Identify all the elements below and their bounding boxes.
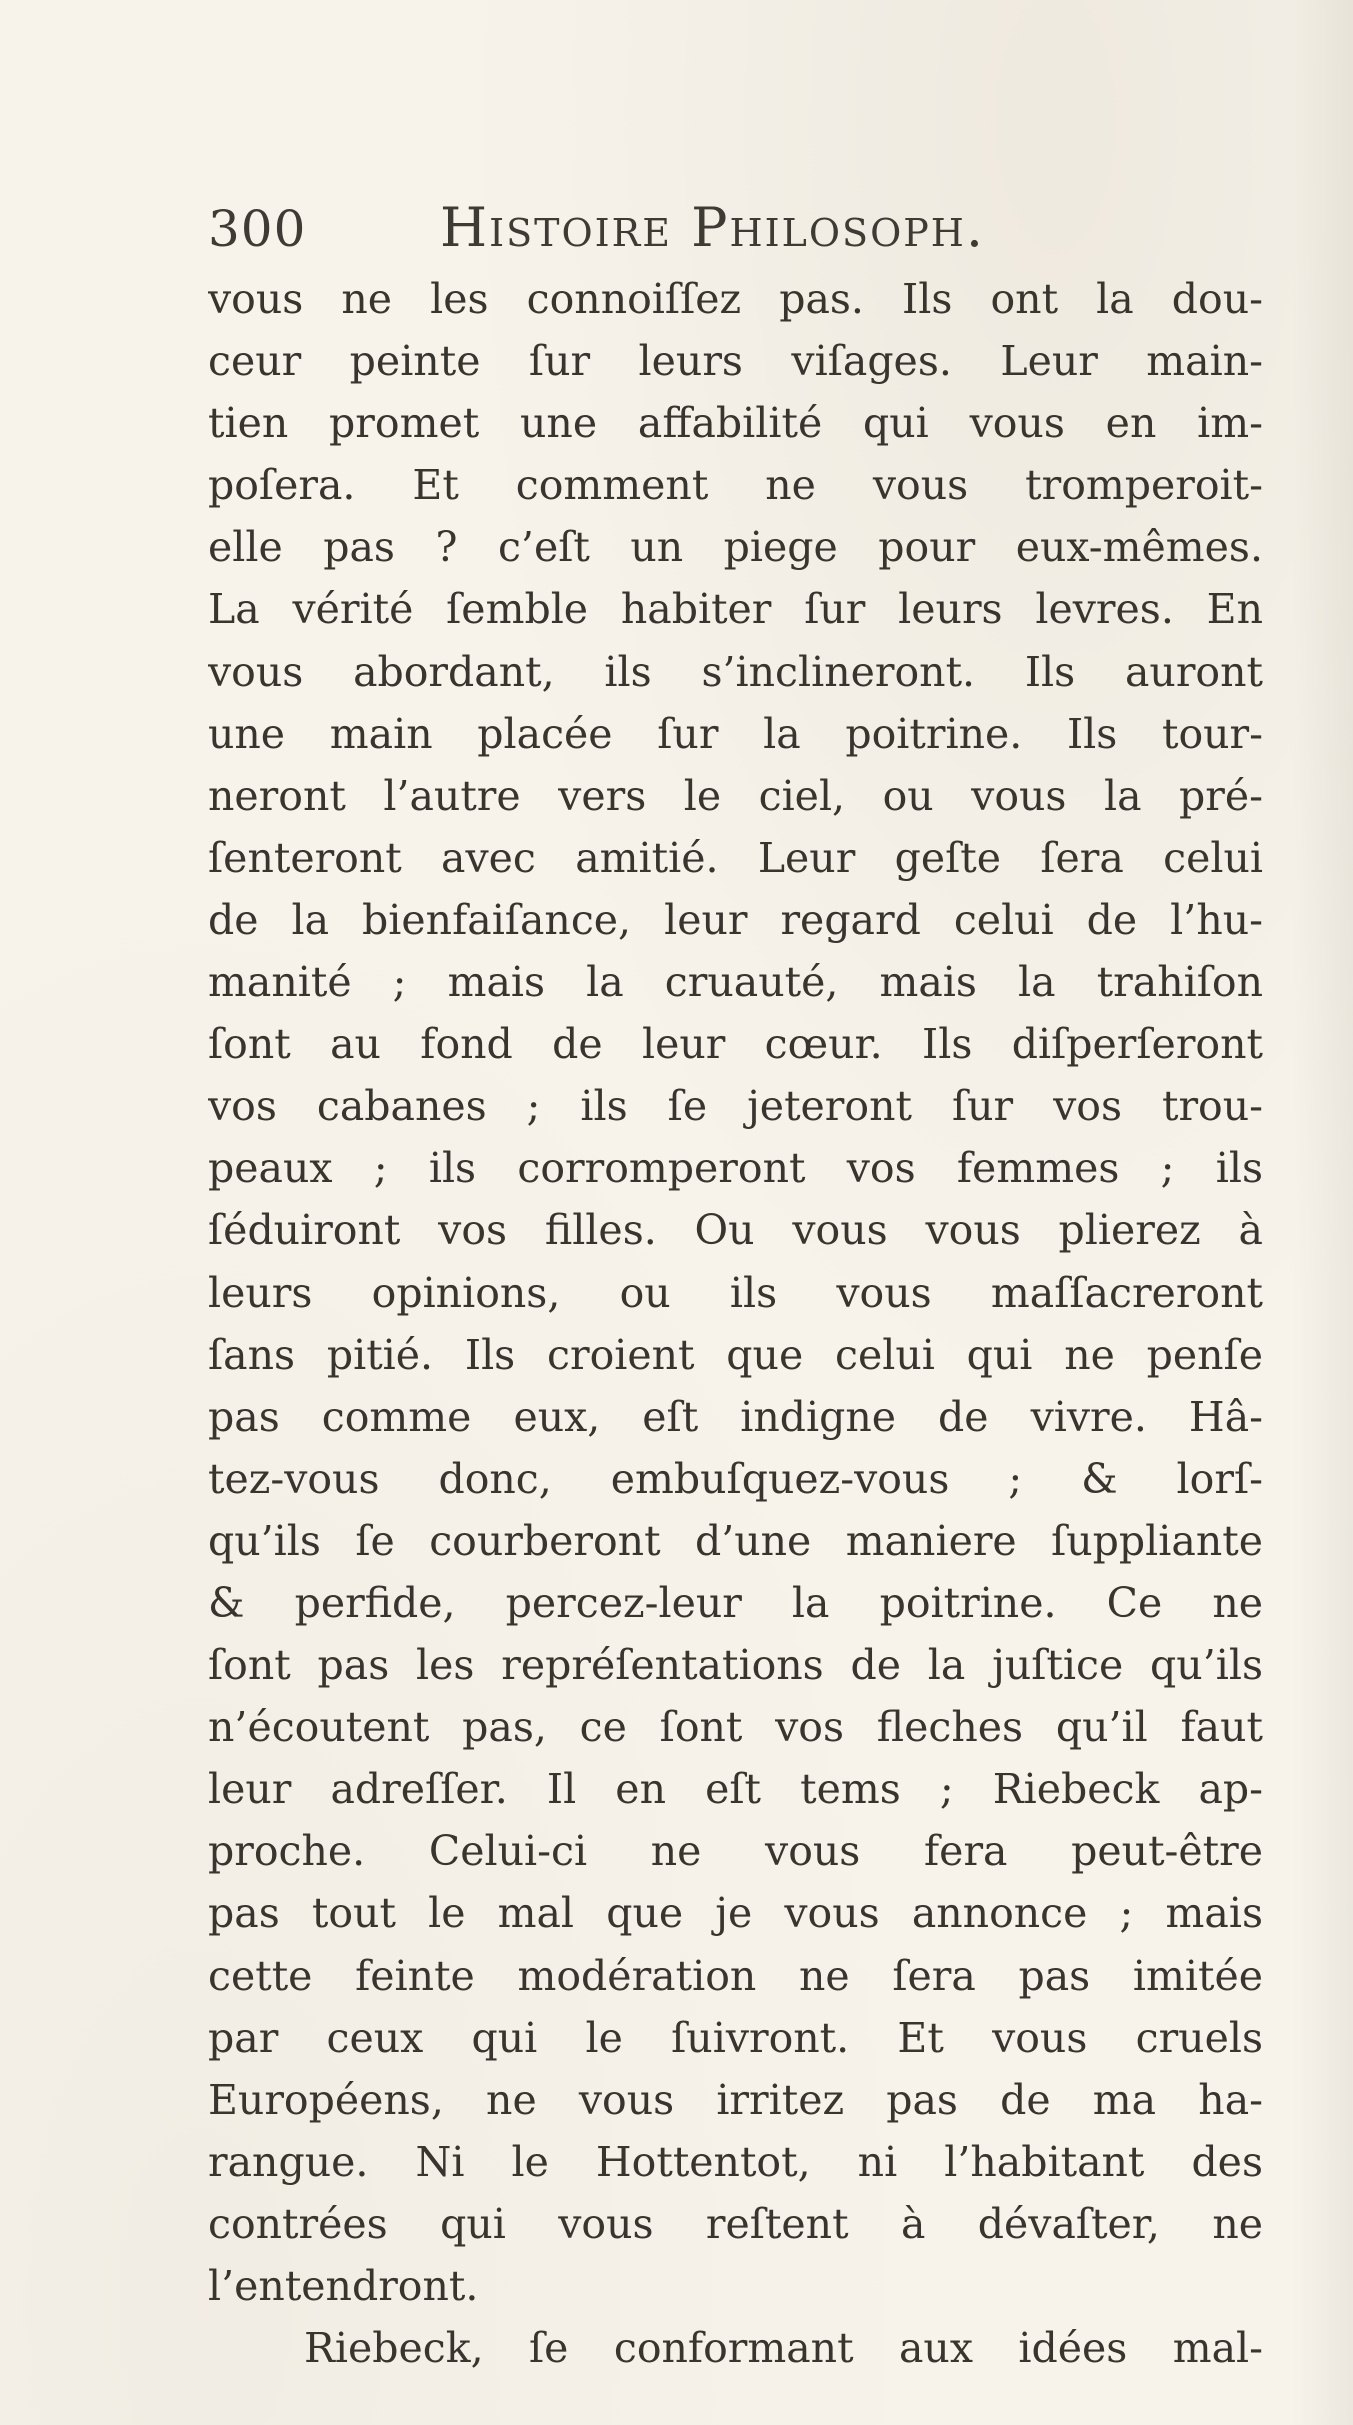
text-line: tien promet une affabilité qui vous en im- [208, 399, 1263, 448]
paragraph-end-line: l’entendront. [208, 2262, 479, 2310]
text-line: ceur peinte ſur leurs viſages. Leur main- [208, 337, 1263, 386]
text-line: pas tout le mal que je vous annonce ; mais [208, 1889, 1263, 1938]
text-line: ſont pas les repréſentations de la juſtice qu’ils [208, 1641, 1263, 1690]
text-line: ſont au fond de leur cœur. Ils diſperſeront [208, 1020, 1263, 1069]
text-line: La vérité ſemble habiter ſur leurs levres. En [208, 585, 1263, 634]
text-line: de la bienfaiſance, leur regard celui de l’hu- [208, 895, 1263, 944]
text-line: contrées qui vous reſtent à dévaſter, ne [208, 2199, 1263, 2248]
text-line: vous ne les connoiſſez pas. Ils ont la dou- [208, 275, 1263, 323]
text-line: manité ; mais la cruauté, mais la trahiſon [208, 958, 1263, 1007]
text-line: n’écoutent pas, ce ſont vos fleches qu’il faut [208, 1703, 1263, 1752]
text-line: elle pas ? c’eſt un piege pour eux-mêmes. [208, 523, 1263, 572]
running-title: Histoire Philosoph. [440, 196, 986, 259]
page-number: 300 [208, 200, 307, 258]
text-line: tez-vous donc, embuſquez-vous ; & lorſ- [208, 1454, 1263, 1503]
paragraph-start-line: Riebeck, ſe conformant aux idées mal- [304, 2324, 1263, 2373]
text-line: poſera. Et comment ne vous tromperoit- [208, 461, 1263, 510]
text-line: qu’ils ſe courberont d’une maniere ſuppliante [208, 1516, 1263, 1565]
text-line: rangue. Ni le Hottentot, ni l’habitant des [208, 2137, 1263, 2186]
text-line: ſenteront avec amitié. Leur geſte ſera celui [208, 833, 1263, 882]
text-line: neront l’autre vers le ciel, ou vous la pré- [208, 771, 1263, 820]
text-line: ſéduiront vos filles. Ou vous vous plierez à [208, 1206, 1263, 1255]
body-text [208, 268, 1263, 2379]
text-line: leurs opinions, ou ils vous maſſacreront [208, 1268, 1263, 1317]
text-line: vous abordant, ils s’inclineront. Ils auront [208, 647, 1263, 696]
text-line: cette feinte modération ne ſera pas imitée [208, 1951, 1263, 2000]
text-line: proche. Celui-ci ne vous fera peut-être [208, 1827, 1263, 1876]
text-line: une main placée ſur la poitrine. Ils tour- [208, 709, 1263, 758]
text-line: peaux ; ils corromperont vos femmes ; ils [208, 1144, 1263, 1193]
text-line: pas comme eux, eſt indigne de vivre. Hâ- [208, 1392, 1263, 1441]
text-line: par ceux qui le ſuivront. Et vous cruels [208, 2013, 1263, 2062]
page-edge-shadow [1293, 0, 1353, 2425]
text-line: vos cabanes ; ils ſe jeteront ſur vos trou- [208, 1082, 1263, 1131]
text-line: Européens, ne vous irritez pas de ma ha- [208, 2075, 1263, 2124]
running-header [208, 196, 1208, 266]
text-line: & perfide, percez-leur la poitrine. Ce ne [208, 1578, 1263, 1627]
text-line: ſans pitié. Ils croient que celui qui ne penſe [208, 1330, 1263, 1379]
text-line: leur adreſſer. Il en eſt tems ; Riebeck ap- [208, 1765, 1263, 1814]
